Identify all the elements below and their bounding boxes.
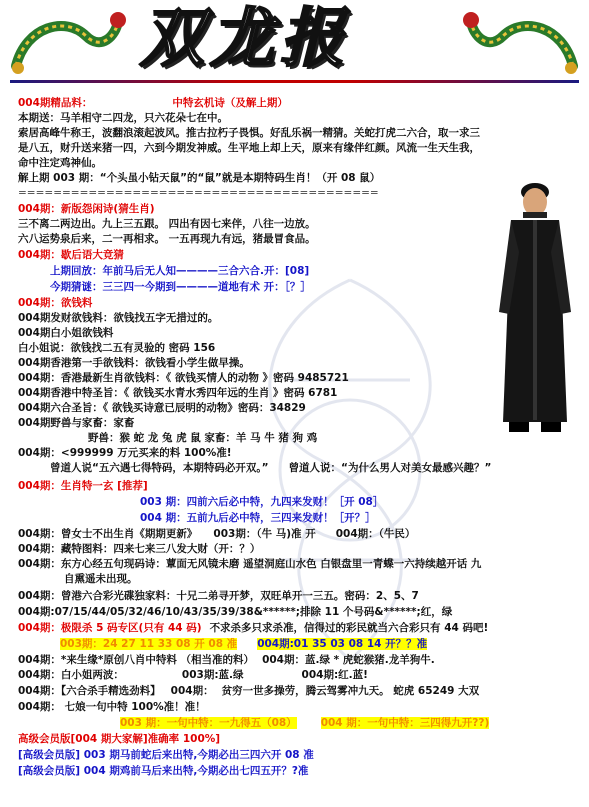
text-line: 004期白小姐欲钱料: [18, 327, 114, 339]
text-line: [高级会员版] 003 期马前蛇后来出特,今期必出三四六开 08 准: [18, 749, 314, 761]
text-line: [高级会员版] 004 期鸡前马后来出特,今期必出七四五开？?准: [18, 765, 309, 777]
text-line: 004期发财欲钱料：欲钱找五字无措过的。: [18, 312, 219, 324]
dragon-left-icon: [6, 6, 126, 84]
text-line: 本期送：马羊相守二四龙，只六花朵七在中。: [18, 112, 228, 124]
text-line: 003期：24 27 11 33 08 开 08 准 004期:01 35 03 08 14 开？？准: [60, 638, 428, 650]
text-line: 自熏遥未出现。: [64, 573, 138, 585]
text-line: 白小姐说：欲钱找二五有灵验的 密码 156: [18, 342, 216, 354]
section-heading-jingpin: 004期精品料： 中特玄机诗（及解上期）: [18, 97, 288, 109]
text-line: 004期：曾女士不出生肖《期期更新》 003期：（牛 马)准 开 004期：（牛民）: [18, 528, 416, 540]
text-line: 004期：极限杀 5 码专区(只有 44 码) 不求杀多只求杀准，信得过的彩民就当六合彩只有 44 码吧!: [18, 622, 489, 634]
section-heading-shengxiao: 004期：生肖特一玄 [推荐]: [18, 480, 148, 492]
text-line: 004期：藏特图料：四来七来三八发大财（开：？）: [18, 543, 261, 555]
section-heading-yuqian: 004期：欲钱料: [18, 297, 93, 309]
text-line: 004期香港第一手欲钱料：欲钱看小学生做早操。: [18, 357, 250, 369]
text-line: 索居高峰牛称王，波翻浪滚起波风。推古拉朽子畏惧。好乱乐祸一精猜。关蛇打虎二六合，取一求三: [18, 127, 480, 139]
text-line: 六八运势泉后来，二一再相求。 一五再现九有远，猪最冒食品。: [18, 233, 316, 245]
text-line: 003 期：四前六后必中特，九四来发财！［开 08］: [140, 496, 384, 508]
text-line: 003 期：一句中特：一九得五（08） 004 期：一句中特：三四得九开??): [120, 717, 490, 729]
text-line: 004 期：五前九后必中特，三四来发财！［开？］: [140, 512, 376, 524]
man-in-robe-image: [495, 172, 575, 442]
section-heading-xiehouyu: 004期：歇后语大竞猜: [18, 249, 124, 261]
text-line: 上期回放：年前马后无人知————三合六合.开：[08]: [50, 265, 310, 277]
title-divider: [10, 80, 579, 83]
text-line: 004期：白小姐两波： 003期:蓝.绿 004期:红.蓝!: [18, 669, 368, 681]
text-line: 是八五，财升送来猪一四，六到今期发神威。生平地上却上天，原来有缘伴红颜。风流一生天生我，: [18, 142, 480, 154]
section-heading-gaoji: 高级会员版[004 期大家解]准确率 100%]: [18, 733, 221, 745]
text-line: 004期：东方心经五句现码诗：蕈面无风镜未磨 遥望洞庭山水色 白银盘里一青蝶一六持续越开话 九: [18, 558, 482, 570]
text-line: 曾道人说“五六遇七得特码，本期特码必开双。” 曾道人说：“为什么男人对美女最感兴趣？”: [50, 462, 492, 474]
text-line: 004期野兽与家畜：家畜: [18, 417, 135, 429]
text-line: 今期猜谜：三三四一今期到————道地有术 开：［？］: [50, 281, 311, 293]
dragon-right-icon: [463, 6, 583, 84]
separator-line: =========================================: [18, 187, 379, 199]
section-heading-yuanxian: 004期：新版怨闲诗(猜生肖): [18, 203, 155, 215]
text-line: 004期：香港最新生肖欲钱料：《 欲钱买情人的动物 》密码 9485721: [18, 372, 349, 384]
text-line: 004期香港中特圣旨：《 欲钱买水青水秀四年远的生肖 》密码 6781: [18, 387, 338, 399]
text-line: 004期： 七娘一句中特 100%准！准！: [18, 701, 206, 713]
text-line: 004期：<999999 万元买来的料 100%准!: [18, 447, 232, 459]
text-line: 004期：【六合杀手精选劲料】 004期： 贫穷一世多操劳，腾云驾雾冲九天。 蛇虎 65249 大双: [18, 685, 480, 697]
text-line: 004期：*来生缘*原创八肖中特料 （相当准的料） 004期：蓝.绿 * 虎蛇猴猪.龙羊狗牛.: [18, 654, 435, 666]
text-line: 命中注定鸡神仙。: [18, 157, 102, 169]
text-line: 三不离二两边出。九上三五跟。 四出有因七来伴，八往一边放。: [18, 218, 316, 230]
text-line: 野兽：猴 蛇 龙 兔 虎 鼠 家畜：羊 马 牛 猪 狗 鸡: [88, 432, 318, 444]
text-line: 解上期 003 期：“个头虽小钻天鼠”的“鼠”就是本期特码生肖！（开 08 鼠）: [18, 172, 381, 184]
page-title: 双龙报: [140, 1, 350, 76]
text-line: 004期：曾港六合彩光碟独家料：十兄二弟寻开梦，双旺单开一三五。密码：2、5、7: [18, 590, 419, 602]
text-line: 004期六合圣旨：《 欲钱买诗意已辰明的动物》密码：34829: [18, 402, 306, 414]
text-line: 004期:07/15/44/05/32/46/10/43/35/39/38&******;排除 11 个号码&******;红，绿: [18, 606, 453, 618]
